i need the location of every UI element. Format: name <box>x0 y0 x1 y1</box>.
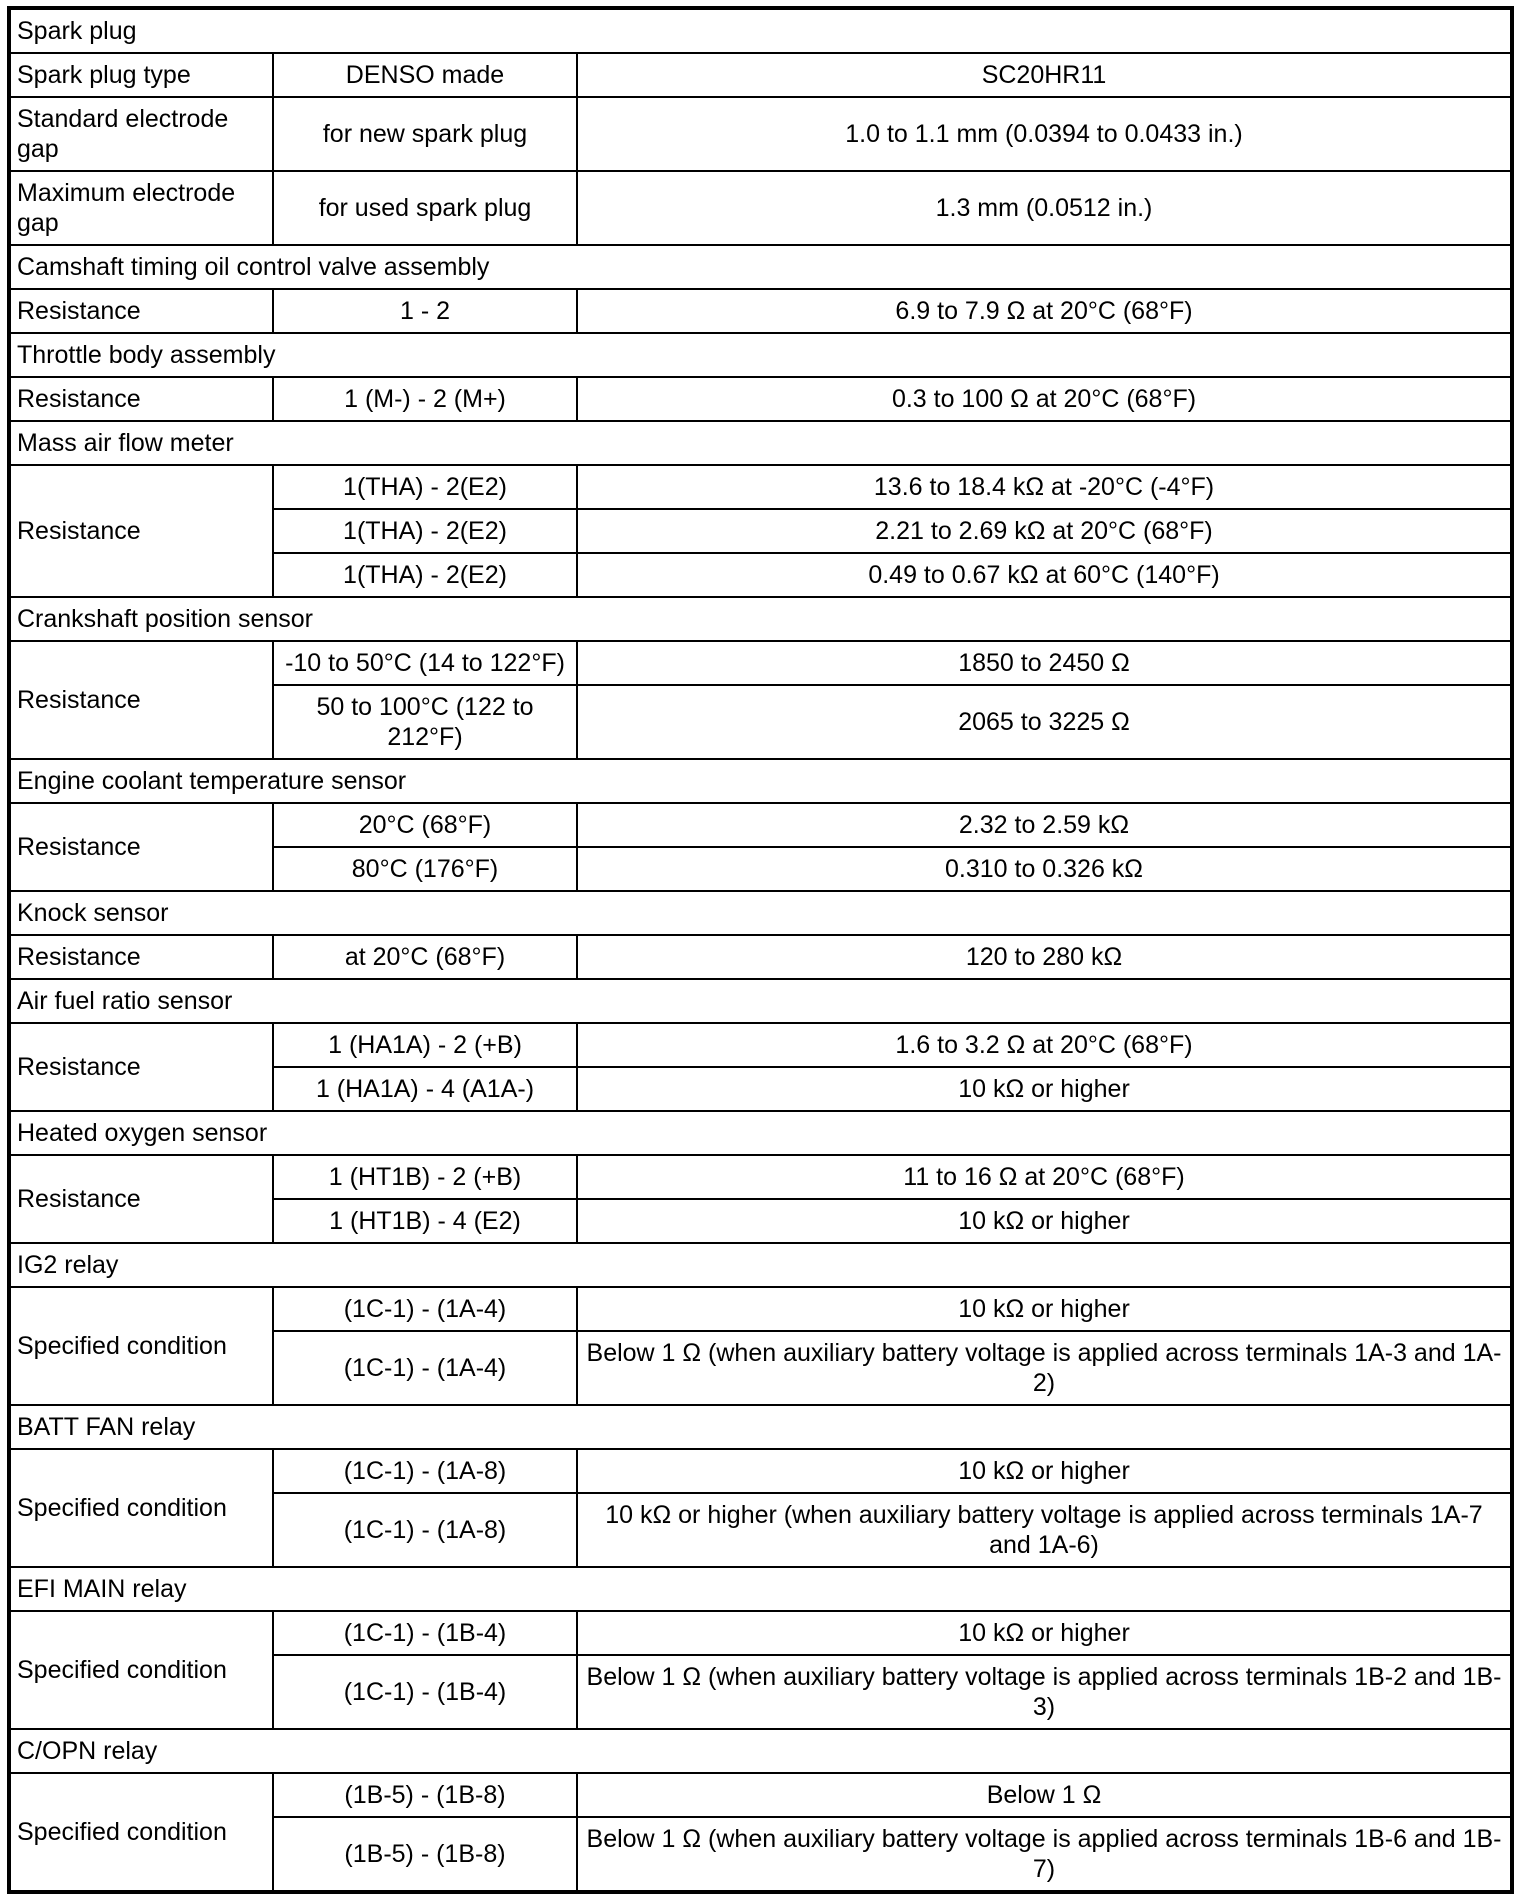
section-header-row <box>9 979 1512 1023</box>
row-condition: (1C-1) - (1B-4) <box>273 1611 577 1655</box>
table-row <box>9 803 1512 847</box>
row-value: 1850 to 2450 Ω <box>577 641 1512 685</box>
row-condition: 1(THA) - 2(E2) <box>273 553 577 597</box>
section-title: Crankshaft position sensor <box>9 597 1512 641</box>
section-header-row <box>9 421 1512 465</box>
row-condition: -10 to 50°C (14 to 122°F) <box>273 641 577 685</box>
section-title: Heated oxygen sensor <box>9 1111 1512 1155</box>
spec-table <box>7 6 1514 1894</box>
row-value: 120 to 280 kΩ <box>577 935 1512 979</box>
row-value: 2.21 to 2.69 kΩ at 20°C (68°F) <box>577 509 1512 553</box>
row-value: Below 1 Ω (when auxiliary battery voltage is applied across terminals 1B-2 and 1B-3) <box>577 1655 1512 1729</box>
row-value: Below 1 Ω (when auxiliary battery voltage is applied across terminals 1A-3 and 1A-2) <box>577 1331 1512 1405</box>
row-label: Spark plug type <box>9 53 273 97</box>
row-label: Specified condition <box>9 1287 273 1405</box>
section-header-row <box>9 8 1512 53</box>
table-row <box>9 1287 1512 1331</box>
row-condition: (1C-1) - (1A-4) <box>273 1331 577 1405</box>
row-value: 10 kΩ or higher (when auxiliary battery voltage is applied across terminals 1A-7 and 1A-6) <box>577 1493 1512 1567</box>
table-row <box>9 641 1512 685</box>
row-label: Resistance <box>9 641 273 759</box>
section-title: Engine coolant temperature sensor <box>9 759 1512 803</box>
row-label: Specified condition <box>9 1773 273 1892</box>
row-label: Specified condition <box>9 1611 273 1729</box>
section-title: Spark plug <box>9 8 1512 53</box>
section-header-row <box>9 1243 1512 1287</box>
row-condition: (1B-5) - (1B-8) <box>273 1817 577 1892</box>
row-value: 0.3 to 100 Ω at 20°C (68°F) <box>577 377 1512 421</box>
row-condition: 1(THA) - 2(E2) <box>273 465 577 509</box>
row-condition: (1C-1) - (1B-4) <box>273 1655 577 1729</box>
row-condition: for new spark plug <box>273 97 577 171</box>
row-value: 6.9 to 7.9 Ω at 20°C (68°F) <box>577 289 1512 333</box>
row-label: Maximum electrode gap <box>9 171 273 245</box>
row-condition: 1 - 2 <box>273 289 577 333</box>
row-value: Below 1 Ω (when auxiliary battery voltage is applied across terminals 1B-6 and 1B-7) <box>577 1817 1512 1892</box>
section-title: BATT FAN relay <box>9 1405 1512 1449</box>
section-header-row <box>9 1567 1512 1611</box>
row-condition: (1B-5) - (1B-8) <box>273 1773 577 1817</box>
table-row <box>9 935 1512 979</box>
section-title: Mass air flow meter <box>9 421 1512 465</box>
table-row <box>9 1023 1512 1067</box>
row-value: 2.32 to 2.59 kΩ <box>577 803 1512 847</box>
row-value: 10 kΩ or higher <box>577 1611 1512 1655</box>
section-header-row <box>9 891 1512 935</box>
section-header-row <box>9 1405 1512 1449</box>
row-condition: 1 (HA1A) - 2 (+B) <box>273 1023 577 1067</box>
row-condition: at 20°C (68°F) <box>273 935 577 979</box>
row-label: Resistance <box>9 1023 273 1111</box>
row-value: 11 to 16 Ω at 20°C (68°F) <box>577 1155 1512 1199</box>
row-value: 10 kΩ or higher <box>577 1449 1512 1493</box>
row-value: 10 kΩ or higher <box>577 1067 1512 1111</box>
row-condition: 50 to 100°C (122 to 212°F) <box>273 685 577 759</box>
section-header-row <box>9 759 1512 803</box>
section-title: Camshaft timing oil control valve assembly <box>9 245 1512 289</box>
table-row <box>9 1449 1512 1493</box>
section-header-row <box>9 1729 1512 1773</box>
row-condition: 1 (HT1B) - 2 (+B) <box>273 1155 577 1199</box>
row-label: Resistance <box>9 465 273 597</box>
section-header-row <box>9 1111 1512 1155</box>
row-label: Resistance <box>9 289 273 333</box>
row-label: Resistance <box>9 935 273 979</box>
row-value: SC20HR11 <box>577 53 1512 97</box>
row-condition: 80°C (176°F) <box>273 847 577 891</box>
row-label: Specified condition <box>9 1449 273 1567</box>
section-title: IG2 relay <box>9 1243 1512 1287</box>
table-row <box>9 289 1512 333</box>
row-value: 13.6 to 18.4 kΩ at -20°C (-4°F) <box>577 465 1512 509</box>
row-condition: 1(THA) - 2(E2) <box>273 509 577 553</box>
table-row <box>9 377 1512 421</box>
row-condition: 1 (HA1A) - 4 (A1A-) <box>273 1067 577 1111</box>
section-header-row <box>9 245 1512 289</box>
section-title: C/OPN relay <box>9 1729 1512 1773</box>
section-header-row <box>9 333 1512 377</box>
row-value: 1.3 mm (0.0512 in.) <box>577 171 1512 245</box>
table-row <box>9 1611 1512 1655</box>
row-label: Standard electrode gap <box>9 97 273 171</box>
row-value: Below 1 Ω <box>577 1773 1512 1817</box>
row-value: 0.49 to 0.67 kΩ at 60°C (140°F) <box>577 553 1512 597</box>
row-condition: 1 (M-) - 2 (M+) <box>273 377 577 421</box>
section-title: EFI MAIN relay <box>9 1567 1512 1611</box>
row-condition: (1C-1) - (1A-4) <box>273 1287 577 1331</box>
section-title: Knock sensor <box>9 891 1512 935</box>
table-row <box>9 53 1512 97</box>
row-condition: (1C-1) - (1A-8) <box>273 1493 577 1567</box>
table-row <box>9 465 1512 509</box>
row-condition: 1 (HT1B) - 4 (E2) <box>273 1199 577 1243</box>
row-value: 10 kΩ or higher <box>577 1287 1512 1331</box>
section-header-row <box>9 597 1512 641</box>
row-value: 1.6 to 3.2 Ω at 20°C (68°F) <box>577 1023 1512 1067</box>
row-condition: for used spark plug <box>273 171 577 245</box>
row-condition: (1C-1) - (1A-8) <box>273 1449 577 1493</box>
row-value: 0.310 to 0.326 kΩ <box>577 847 1512 891</box>
row-condition: 20°C (68°F) <box>273 803 577 847</box>
row-value: 2065 to 3225 Ω <box>577 685 1512 759</box>
section-title: Throttle body assembly <box>9 333 1512 377</box>
row-condition: DENSO made <box>273 53 577 97</box>
row-value: 1.0 to 1.1 mm (0.0394 to 0.0433 in.) <box>577 97 1512 171</box>
row-label: Resistance <box>9 803 273 891</box>
table-row <box>9 171 1512 245</box>
table-row <box>9 1773 1512 1817</box>
row-value: 10 kΩ or higher <box>577 1199 1512 1243</box>
table-row <box>9 97 1512 171</box>
row-label: Resistance <box>9 377 273 421</box>
section-title: Air fuel ratio sensor <box>9 979 1512 1023</box>
table-row <box>9 1155 1512 1199</box>
row-label: Resistance <box>9 1155 273 1243</box>
